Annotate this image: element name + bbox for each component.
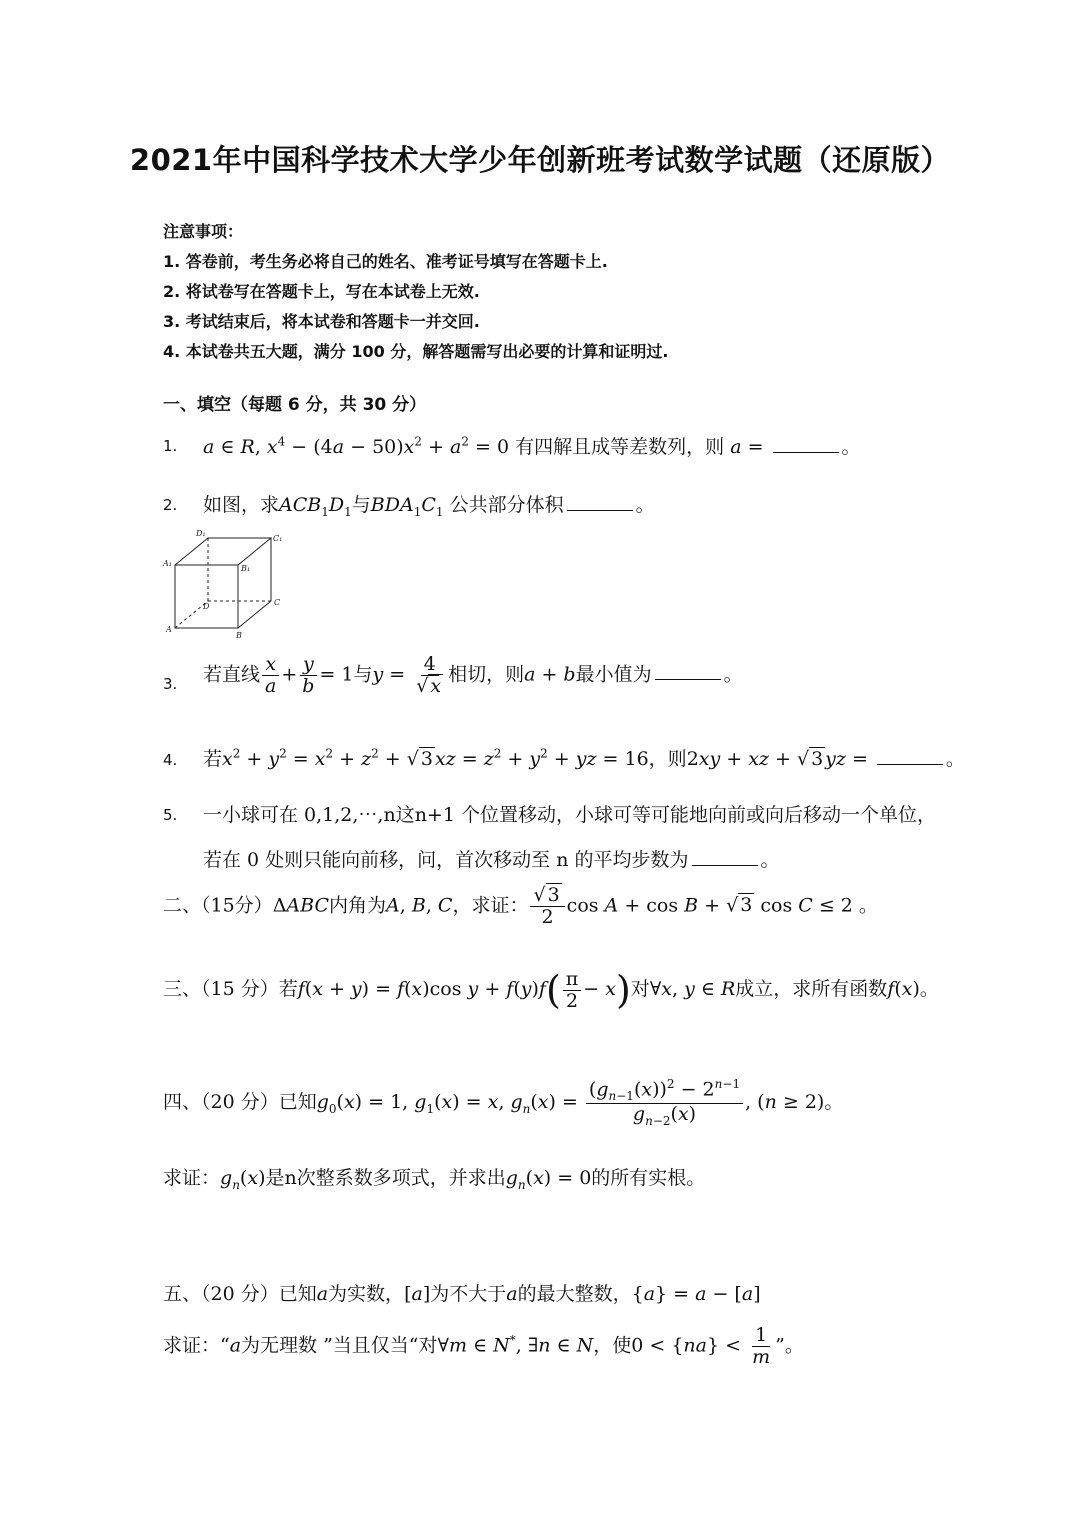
section5-line2: 求证：“a为无理数 ”当且仅当“对∀m ∈ N*, ∃n ∈ N，使0 < {na} < $\frac{1}{m}$ ”。: [163, 1324, 804, 1368]
section5-label: 五、（20 分）已知: [163, 1283, 317, 1305]
section5-cond2: ，使: [593, 1334, 632, 1357]
q4-blank[interactable]: [877, 750, 943, 765]
q2-mid: 与: [351, 494, 371, 516]
q5-number: 5.: [163, 806, 178, 824]
section5-text2: 为不大于: [430, 1283, 507, 1305]
section4-line1: 四、（20 分）已知$g_0(x) = 1$, $g_1(x) = x$, $g_n(x)$ = $\frac{(g_{n-1}(x))^2 - 2^{n-1}}{g_{n-2}(x)}$ , (n ≥ 2)。: [163, 1077, 844, 1129]
section2: 二、（15分）ΔABC内角为A, B, C，求证： $\frac{√ 3}{2}$ cos A + cos B + √ 3 cos C ≤ 2 。: [163, 884, 878, 928]
note-item-3: 3. 考试结束后，将本试卷和答题卡一并交回.: [163, 312, 480, 331]
q1-text: a ∈ R, $x^4 - (4a - 50)x^2 + a^2 = 0$ 有四解且成等差数列，则 a = 。: [203, 434, 861, 458]
note-item-1: 1. 答卷前，考生务必将自己的姓名、准考证号填写在答题卡上.: [163, 252, 608, 271]
q3-mid: 与: [353, 663, 373, 686]
section3: 三、（15 分）若f(x + y) = f(x)cos y + f(y)f( $\frac{\pi}{2}$ − x)对∀x, y ∈ R成立，求所有函数f(x)。: [163, 967, 939, 1012]
q1-blank[interactable]: [773, 438, 839, 453]
cube-bottom-right-edge: [238, 601, 271, 628]
q3-post: 相切，则: [448, 663, 525, 686]
q5-line1: 一小球可在 0,1,2,⋯,n这n+1 个位置移动，小球可等可能地向前或向后移动一个单位，: [203, 804, 936, 826]
cube-top-face: [175, 538, 271, 565]
section2-label: 二、（15分）: [163, 894, 273, 917]
section2-prove: ，求证：: [452, 894, 529, 917]
section5-prove: 求证：“: [163, 1334, 230, 1357]
section4-label: 四、（20 分）已知: [163, 1091, 317, 1114]
q1-desc: 有四解且成等差数列，则: [515, 436, 725, 458]
section3-text: 对: [630, 978, 650, 1000]
note-item-2: 2. 将试卷写在答题卡上，写在本试卷上无效.: [163, 282, 480, 301]
q2-number: 2.: [163, 496, 178, 514]
label-a1: A₁: [163, 559, 172, 568]
label-a: A: [166, 625, 172, 634]
q5-line2-text: 若在 0 处则只能向前移，问，首次移动至 n 的平均步数为: [203, 849, 689, 871]
label-d1: D₁: [196, 529, 206, 538]
notes-heading: 注意事项：: [163, 222, 244, 241]
label-b1: B₁: [241, 564, 251, 573]
q3-pre: 若直线: [203, 663, 261, 686]
cube-figure: [160, 528, 290, 643]
cube-hidden-edges: [175, 538, 271, 628]
q2-text: 如图，求$ACB_1D_1$与$BDA_1C_1$ 公共部分体积 。: [203, 494, 655, 519]
label-d: D: [203, 602, 210, 611]
q4-text: 若$x^2 + y^2 = x^2 + z^2$ + √ 3 xz = $z^2 + y^2$ + yz = 16，则2xy + xz + √ 3 yz = 。: [203, 746, 965, 770]
page-title: 2021年中国科学技术大学少年创新班考试数学试题（还原版）: [129, 143, 951, 177]
note-item-4: 4. 本试卷共五大题，满分 100 分，解答题需写出必要的计算和证明过.: [163, 342, 669, 361]
cube-front-face: [175, 565, 238, 628]
q3-post2: 最小值为: [575, 663, 652, 686]
section4-text2: 的所有实根。: [591, 1167, 706, 1189]
section3-text2: 成立，求所有函数: [735, 978, 888, 1000]
section5-cond: 为无理数 ”当且仅当“对: [241, 1334, 438, 1357]
q1-number: 1.: [163, 437, 178, 455]
section4-text: 是n次整系数多项式，并求出: [265, 1167, 506, 1189]
q5-blank[interactable]: [692, 851, 758, 866]
section4-line2: 求证：$g_n(x)$是n次整系数多项式，并求出$g_n(x) = 0$的所有实根。: [163, 1167, 706, 1192]
label-b: B: [236, 631, 242, 640]
q4-pre: 若: [203, 748, 223, 770]
section3-label: 三、（15 分）若: [163, 978, 298, 1000]
section4-prove: 求证：: [163, 1167, 221, 1189]
q3-number: 3.: [163, 675, 178, 693]
label-c1: C₁: [273, 534, 283, 543]
q2-blank[interactable]: [567, 496, 633, 511]
q3-text: 若直线 $\frac{x}{a}$ + $\frac{y}{b}$ = 1与y = $\frac{4}{√ x}$ 相切，则a + b最小值为 。: [203, 653, 743, 697]
q4-number: 4.: [163, 751, 178, 769]
section1-heading: 一、填空（每题 6 分，共 30 分）: [163, 395, 427, 415]
q2-post: 公共部分体积: [449, 494, 564, 516]
q5-line2: 若在 0 处则只能向前移，问，首次移动至 n 的平均步数为 。: [203, 849, 780, 871]
section5-line1: 五、（20 分）已知a为实数，[a]为不大于a的最大整数，{a} = a − [a]: [163, 1283, 761, 1305]
q3-blank[interactable]: [655, 665, 721, 680]
section2-text: 内角为: [329, 894, 387, 917]
section5-text1: 为实数，: [328, 1283, 405, 1305]
label-c: C: [274, 598, 281, 607]
q4-post: ，则: [648, 748, 687, 770]
q2-pre: 如图，求: [203, 494, 280, 516]
section5-text3: 的最大整数，: [517, 1283, 632, 1305]
